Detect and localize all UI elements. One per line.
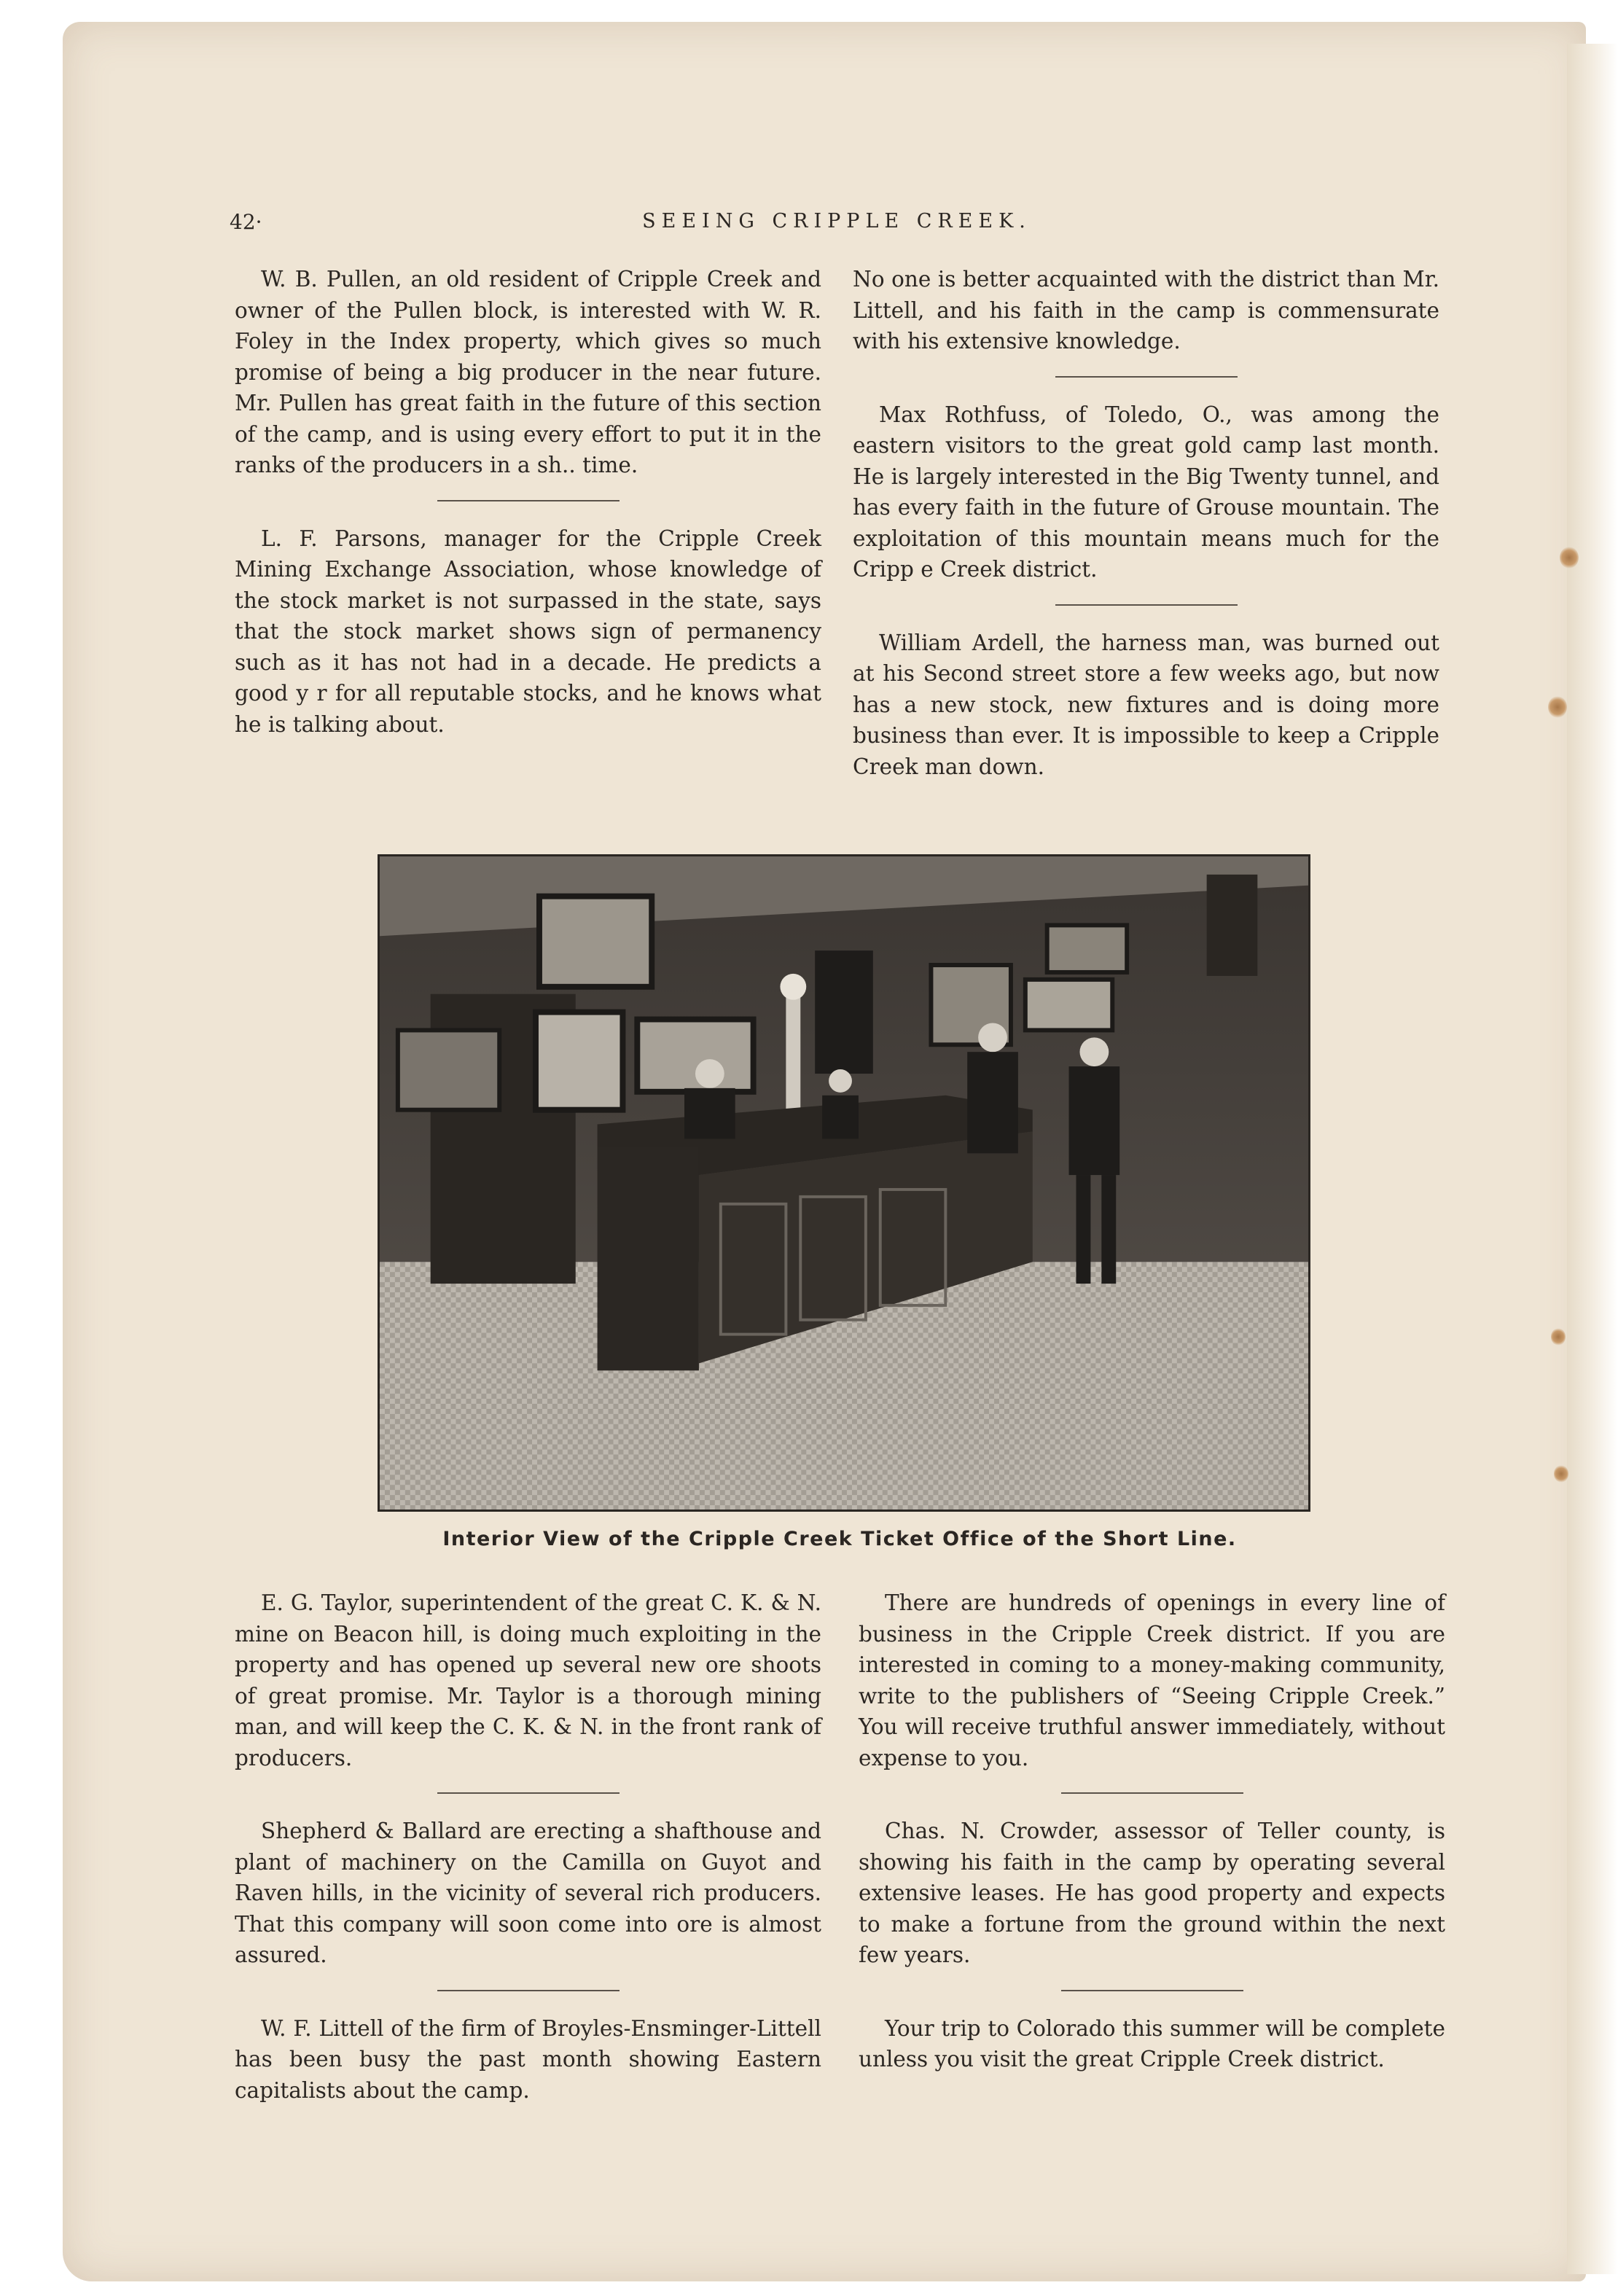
paragraph: Your trip to Colorado this summer will be complete unless you visit the great Cripple Creek district. bbox=[859, 2015, 1445, 2072]
column-bottom-right bbox=[859, 1588, 1445, 2075]
paragraph: Max Rothfuss, of Toledo, O., was among the eastern visitors to the great gold camp last month. He is largely interested in the Big Twenty tunnel, and has every faith in the future of Grouse mountain. The exploitation of this mountain means much for the Cripp e Creek district. bbox=[853, 402, 1439, 582]
paper-stain bbox=[1551, 1328, 1566, 1346]
page-header bbox=[230, 210, 1444, 239]
separator-rule bbox=[437, 1792, 620, 1794]
separator-rule bbox=[437, 500, 620, 501]
separator-rule bbox=[1061, 1792, 1243, 1794]
paragraph: There are hundreds of openings in every line of business in the Cripple Creek district. If you are interested in coming to a money-making community, write to the publishers of “Seeing Cripple Creek.” You will receive truthful answer immediately, without expense to you. bbox=[859, 1590, 1445, 1770]
paragraph: Chas. N. Crowder, assessor of Teller county, is showing his faith in the camp by operating several extensive leases. He has good property and expects to make a fortune from the ground within the next few years. bbox=[859, 1819, 1445, 1967]
running-title: SEEING CRIPPLE CREEK. bbox=[642, 210, 1031, 233]
paper-stain bbox=[1548, 696, 1567, 718]
column-bottom-left bbox=[235, 1588, 821, 2106]
column-top-left bbox=[235, 264, 821, 740]
separator-rule bbox=[1055, 376, 1238, 378]
paragraph: L. F. Parsons, manager for the Cripple Creek Mining Exchange Association, whose knowledge of the stock market is not surpassed in the state, says that the stock market shows sign of permanency such as it has not had in a decade. He predicts a good y r for all reputable stocks, and he knows what he is talking about. bbox=[235, 526, 821, 737]
separator-rule bbox=[437, 1990, 620, 1991]
paragraph: E. G. Taylor, superintendent of the great C. K. & N. mine on Beacon hill, is doing much exploiting in the property and has opened up several new ore shoots of great promise. Mr. Taylor is a thorough mining man, and will keep the C. K. & N. in the front rank of producers. bbox=[235, 1590, 821, 1770]
ticket-office-photo bbox=[378, 854, 1310, 1512]
paragraph: William Ardell, the harness man, was burned out at his Second street store a few weeks ago, but now has a new stock, new fixtures and is doing more business than ever. It is impossible to keep a Cripple Creek man down. bbox=[853, 630, 1439, 779]
column-top-right bbox=[853, 264, 1439, 782]
separator-rule bbox=[1061, 1990, 1243, 1991]
page-edge bbox=[1567, 44, 1618, 2274]
separator-rule bbox=[1055, 604, 1238, 606]
paragraph: W. F. Littell of the firm of Broyles-Ensminger-Littell has been busy the past month showing Eastern capitalists about the camp. bbox=[235, 2015, 821, 2103]
paragraph: No one is better acquainted with the district than Mr. Littell, and his faith in the camp is commensurate with his extensive knowledge. bbox=[853, 267, 1439, 354]
paper-stain bbox=[1554, 1465, 1568, 1483]
paragraph: Shepherd & Ballard are erecting a shafthouse and plant of machinery on the Camilla on Guyot and Raven hills, in the vicinity of several rich producers. That this company will soon come into ore is almost assured. bbox=[235, 1819, 821, 1967]
photo-caption: Interior View of the Cripple Creek Ticket Office of the Short Line. bbox=[442, 1528, 1237, 1550]
paragraph: W. B. Pullen, an old resident of Cripple Creek and owner of the Pullen block, is interested with W. R. Foley in the Index property, which gives so much promise of being a big producer in the near future. Mr. Pullen has great faith in the future of this section of the camp, and is using every effort to put it in the ranks of the producers in a sh.. time. bbox=[235, 267, 821, 477]
page-number: 42· bbox=[230, 210, 262, 234]
paper-stain bbox=[1560, 547, 1579, 569]
photo-illustration bbox=[380, 856, 1308, 1510]
